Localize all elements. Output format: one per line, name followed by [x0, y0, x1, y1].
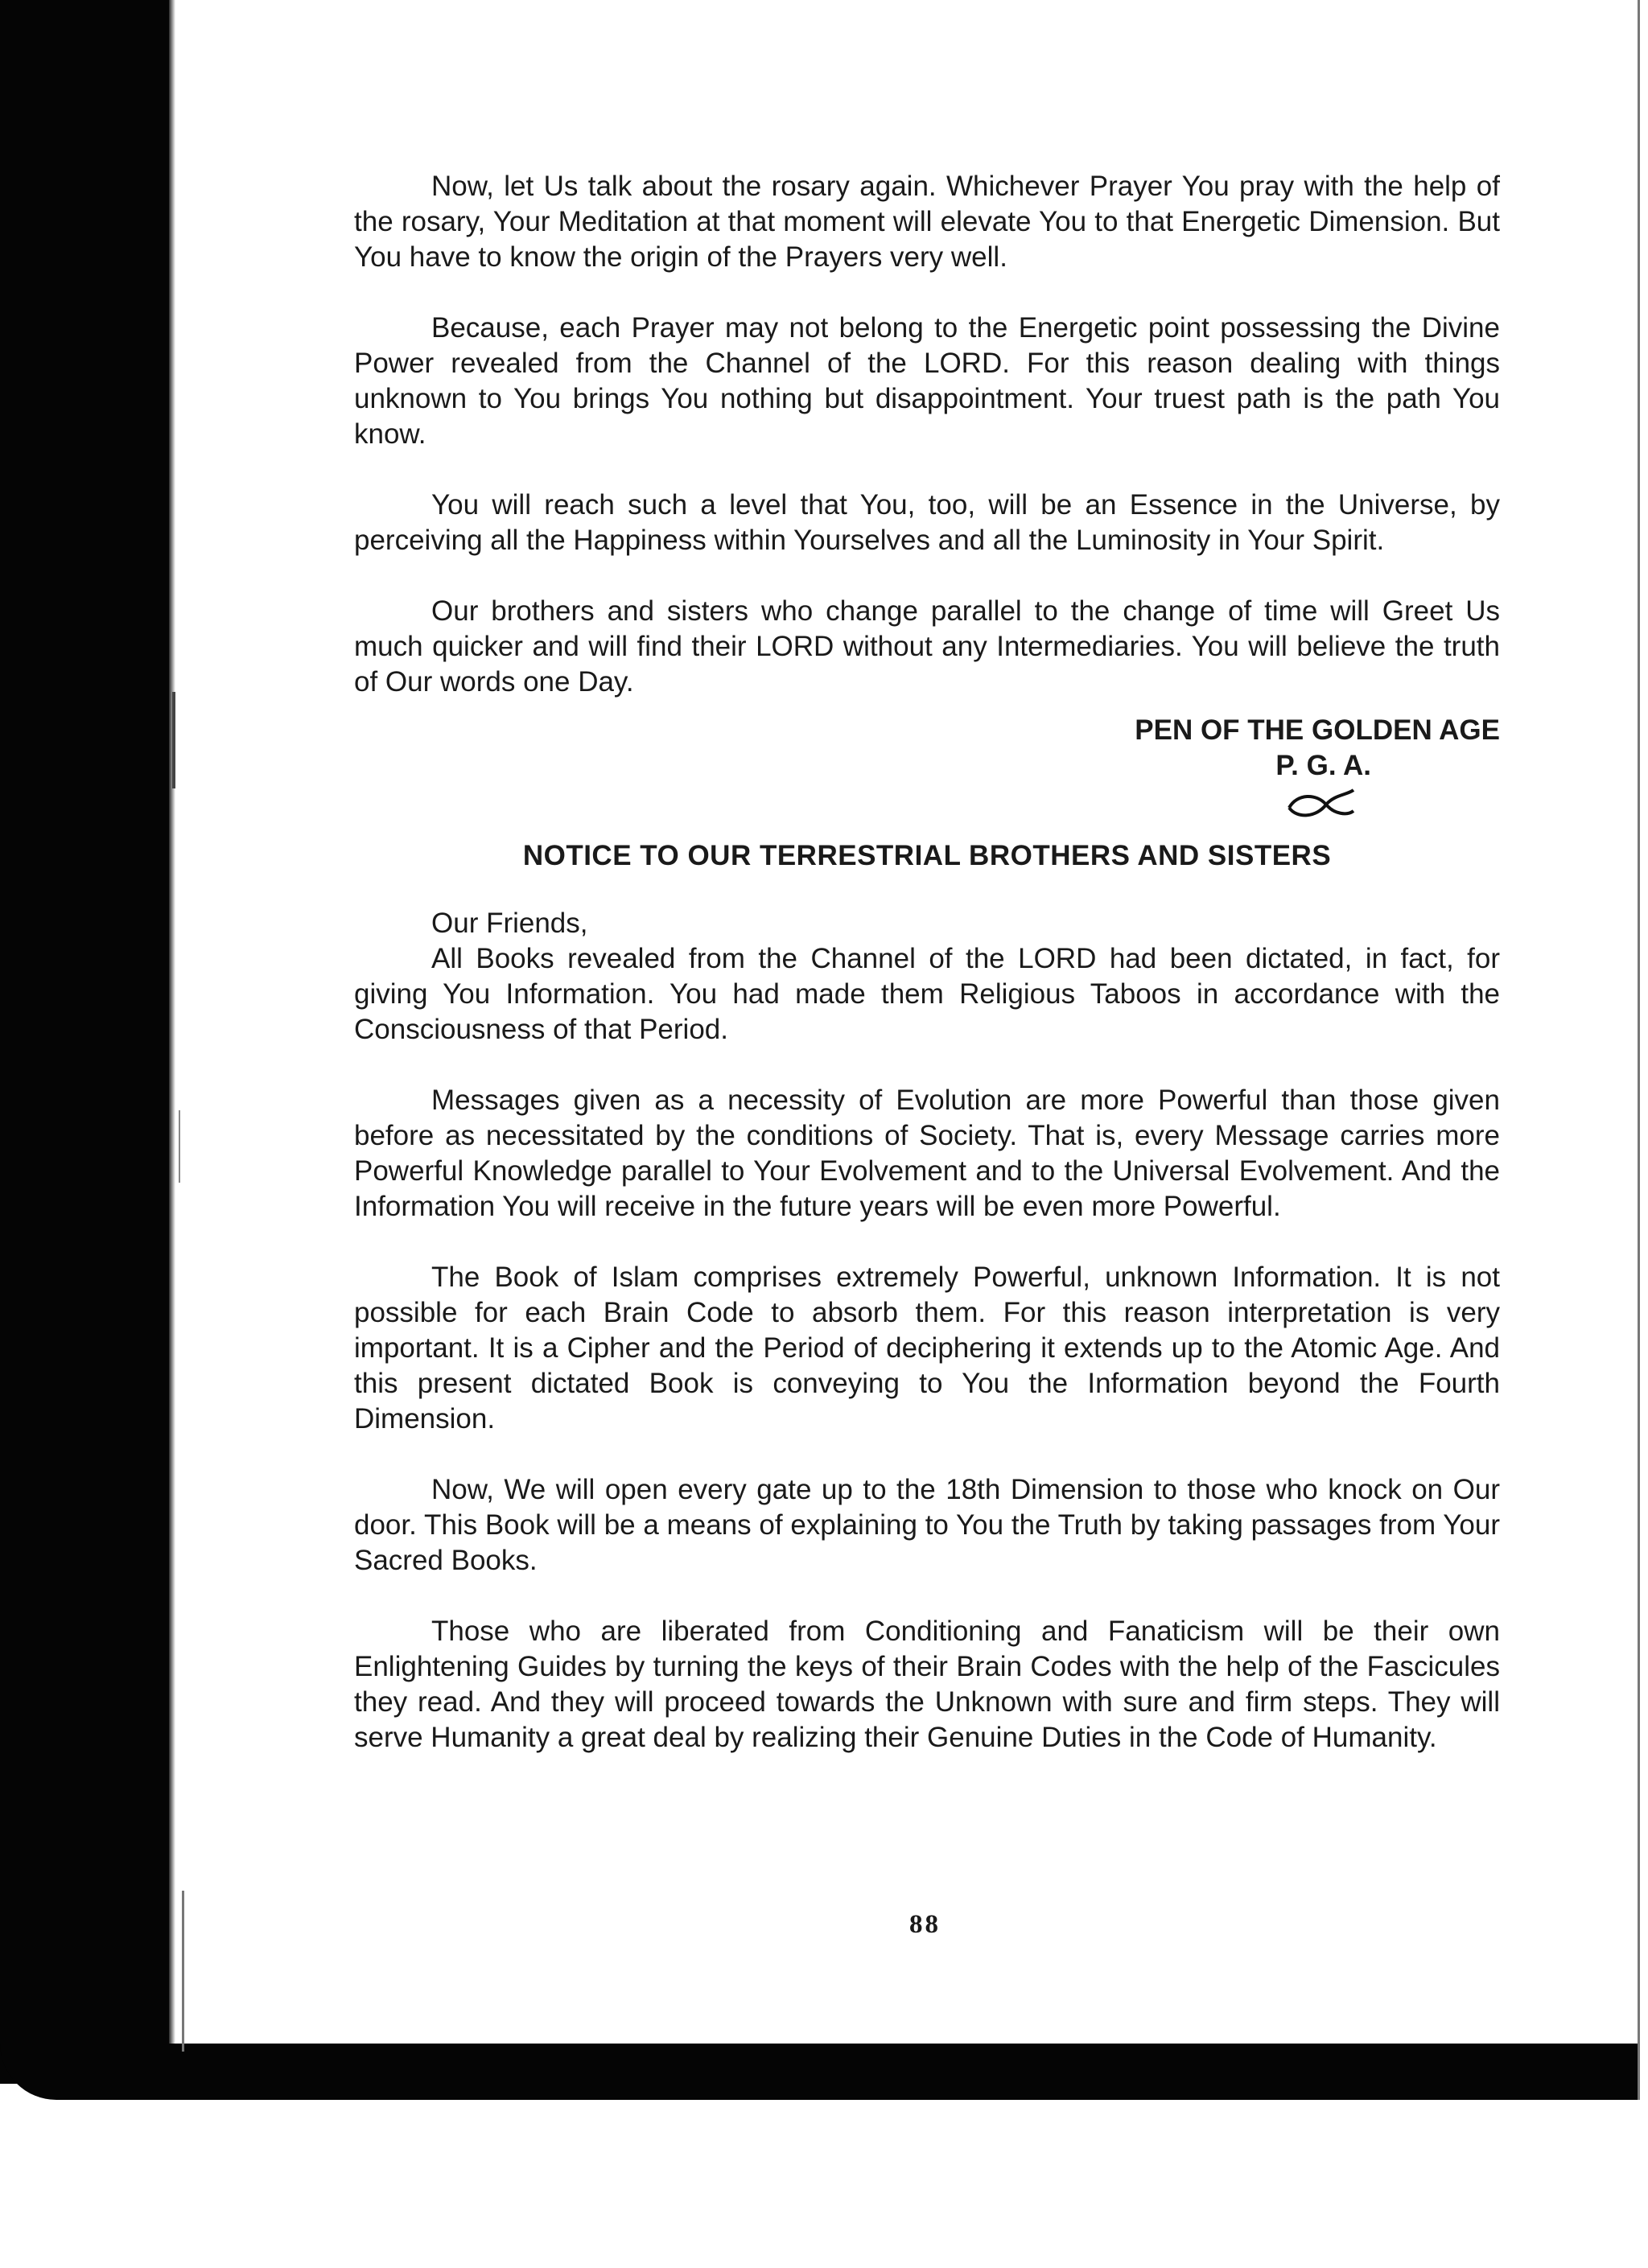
paragraph-brothers-sisters: Our brothers and sisters who change parallel to the change of time will Greet Us much quicker and will find their LORD without any Intermediaries. You will believe the truth of Our words one Day.: [354, 595, 1500, 698]
paragraph-prayer-origin: Because, each Prayer may not belong to the Energetic point possessing the Divine Power revealed from the Channel of the LORD. For this reason dealing with things unknown to You brings You nothing but disappointment. Your truest path is the path You know.: [354, 312, 1500, 450]
signature-block: [354, 713, 1500, 822]
paragraph-rosary: Now, let Us talk about the rosary again. Whichever Prayer You pray with the help of the rosary, Your Meditation at that moment will elevate You to that Energetic Dimension. But You have to know the origin of the Prayers very well.: [354, 171, 1500, 273]
paragraph-essence: You will reach such a level that You, too, will be an Essence in the Universe, by perceiving all the Happiness within Yourselves and all the Luminosity in Your Spirit.: [354, 489, 1500, 556]
signature-name: PEN OF THE GOLDEN AGE: [1135, 714, 1500, 746]
infinity-fish-symbol-icon: [1284, 787, 1357, 822]
page-content: [354, 169, 1500, 1791]
scan-right-edge: [1638, 0, 1648, 2100]
scan-bottom-edge: [0, 2044, 1648, 2100]
paragraph-liberated: Those who are liberated from Conditioning and Fanaticism will be their own Enlightening Guides by turning the keys of their Brain Codes with the help of the Fascicules they read. And they will proceed towards the Unknown with sure and firm steps. They will serve Humanity a great deal by realizing their Genuine Duties in the Code of Humanity.: [354, 1616, 1500, 1753]
scan-binding-edge: [0, 0, 171, 2084]
signature-initials: P. G. A.: [1275, 750, 1371, 781]
scan-speck: [179, 1110, 180, 1183]
notice-title: NOTICE TO OUR TERRESTRIAL BROTHERS AND SISTERS: [522, 840, 1332, 871]
page-number: 88: [909, 1910, 941, 1939]
paragraph-18th-dimension: Now, We will open every gate up to the 18th Dimension to those who knock on Our door. This Book will be a means of explaining to You the Truth by taking passages from Your Sacred Books.: [354, 1474, 1500, 1576]
scan-speck: [172, 692, 175, 788]
paragraph-book-of-islam: The Book of Islam comprises extremely Powerful, unknown Information. It is not possible for each Brain Code to absorb them. For this reason interpretation is very important. It is a Cipher and the Period of deciphering it extends up to the Atomic Age. And this present dictated Book is conveying to You the Information beyond the Fourth Dimension.: [354, 1262, 1500, 1434]
notice-greeting: Our Friends,: [431, 908, 588, 939]
paragraph-books-revealed: All Books revealed from the Channel of the LORD had been dictated, in fact, for giving You Information. You had made them Religious Taboos in accordance with the Consciousness of that Period.: [354, 943, 1500, 1045]
paragraph-messages-evolution: Messages given as a necessity of Evolution are more Powerful than those given before as necessitated by the conditions of Society. That is, every Message carries more Powerful Knowledge parallel to Your Evolvement and to the Universal Evolvement. And the Information You will receive in the future years will be even more Powerful.: [354, 1085, 1500, 1222]
scan-speck: [182, 1891, 184, 2052]
